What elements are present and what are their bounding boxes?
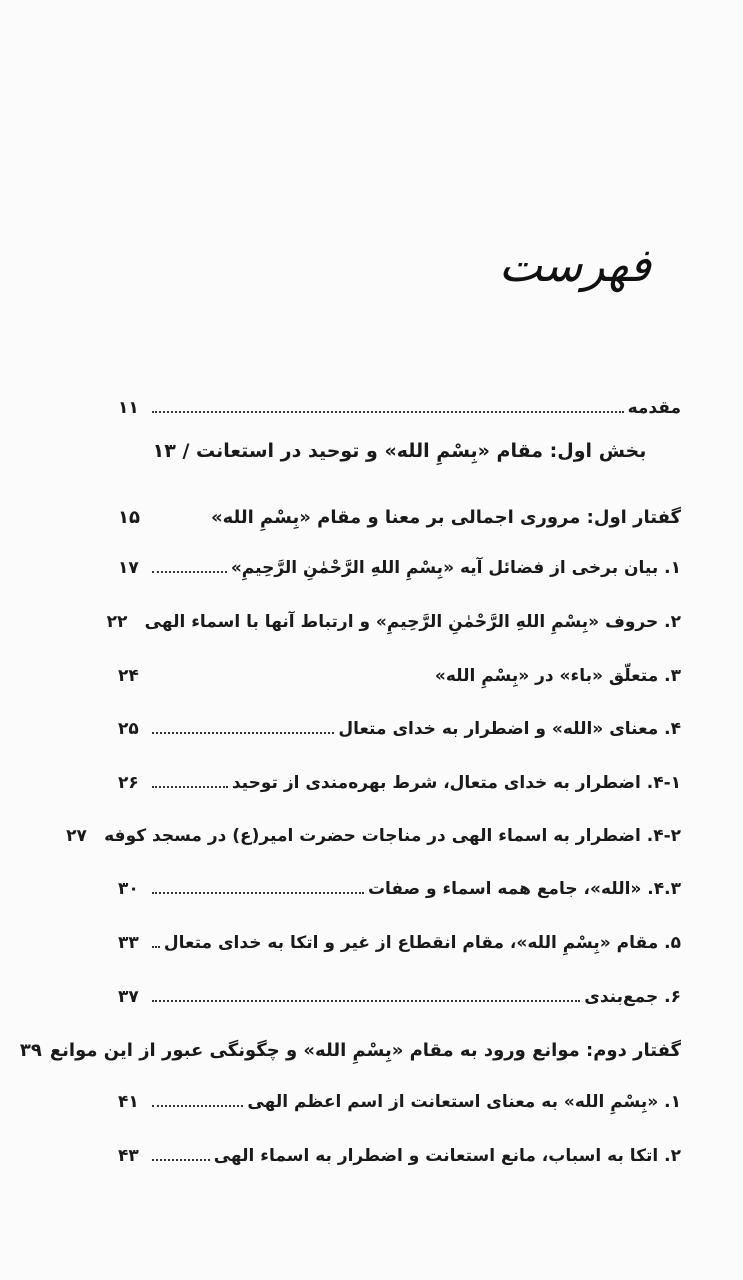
toc-entry[interactable] xyxy=(118,1082,681,1122)
dot-leader xyxy=(152,411,624,413)
toc-entry-title: ۳. متعلّق «باء» در «بِسْمِ الله» xyxy=(434,666,681,686)
toc-page-number: ۳۷ xyxy=(118,987,139,1007)
toc-entry-intro[interactable] xyxy=(118,388,681,428)
dot-leader xyxy=(152,571,227,573)
dot-leader xyxy=(152,1000,580,1002)
toc-entry[interactable] xyxy=(118,709,681,749)
toc-entry[interactable] xyxy=(118,656,681,696)
toc-chapter-title: گفتار دوم: موانع ورود به مقام «بِسْمِ الله» و چگونگی عبور از این موانع xyxy=(49,1039,681,1061)
toc-entry[interactable] xyxy=(118,1136,681,1176)
toc-entry-title: ۴.۳. «الله»، جامع همه اسماء و صفات xyxy=(367,879,681,899)
dot-leader xyxy=(152,732,334,734)
toc-entry[interactable] xyxy=(106,602,681,642)
toc-page-number: ۱۵ xyxy=(118,506,140,528)
dot-leader xyxy=(152,946,160,948)
toc-entry[interactable] xyxy=(118,869,681,909)
toc-page-number: ۳۳ xyxy=(118,933,139,953)
dot-leader xyxy=(152,1105,243,1107)
toc-entry[interactable] xyxy=(118,923,681,963)
toc-page-number: ۳۹ xyxy=(19,1039,42,1061)
toc-page-number: ۴۱ xyxy=(118,1092,139,1112)
toc-page-number: ۱۱ xyxy=(118,398,139,418)
toc-entry[interactable] xyxy=(118,548,681,588)
toc-page-number: ۴۳ xyxy=(118,1146,139,1166)
toc-entry-title: ۴. معنای «الله» و اضطرار به خدای متعال xyxy=(338,719,681,739)
dot-leader xyxy=(152,892,364,894)
dot-leader xyxy=(152,679,431,681)
toc-entry[interactable] xyxy=(66,816,681,856)
toc-page-number: ۲۲ xyxy=(106,612,128,632)
toc-chapter-title: گفتار اول: مروری اجمالی بر معنا و مقام «بِسْمِ الله» xyxy=(210,506,681,528)
toc-entry[interactable] xyxy=(118,763,681,803)
toc-entry-title: ۲. اتکا به اسباب، مانع استعانت و اضطرار به اسماء الهی xyxy=(213,1146,681,1166)
toc-entry-title: ۵. مقام «بِسْمِ الله»، مقام انقطاع از غیر و اتکا به خدای متعال xyxy=(163,933,681,953)
toc-page-number: ۲۴ xyxy=(118,666,139,686)
toc-entry-title: ۱. «بِسْمِ الله» به معنای استعانت از اسم اعظم الهی xyxy=(247,1092,681,1112)
toc-entry[interactable] xyxy=(118,977,681,1017)
toc-entry-title: ۲. حروف «بِسْمِ اللهِ الرَّحْمٰنِ الرَّحِيمِ» و ارتباط آنها با اسماء الهی xyxy=(144,612,681,632)
toc-page-number: ۲۷ xyxy=(66,826,87,846)
dot-leader xyxy=(152,1159,210,1161)
dot-leader xyxy=(152,786,228,788)
toc-entry-title: ۶. جمع‌بندی xyxy=(584,987,681,1007)
toc-page-number: ۲۶ xyxy=(118,773,139,793)
toc-entry-title: ۴-۲. اضطرار به اسماء الهی در مناجات حضرت امیر(ع) در مسجد کوفه xyxy=(104,826,681,846)
page-title: فهرست xyxy=(498,238,651,292)
toc-entry-title: ۱. بیان برخی از فضائل آیه «بِسْمِ اللهِ الرَّحْمٰنِ الرَّحِيمِ» xyxy=(230,558,681,578)
toc-entry-title: مقدمه xyxy=(627,398,681,418)
toc-page-number: ۱۷ xyxy=(118,558,139,578)
toc-page-number: ۳۰ xyxy=(118,879,139,899)
part-heading: بخش اول: مقام «بِسْمِ الله» و توحید در استعانت / ۱۳ xyxy=(152,440,647,462)
toc-chapter-1[interactable] xyxy=(118,497,681,537)
toc-chapter-2[interactable] xyxy=(19,1030,681,1070)
toc-entry-title: ۴-۱. اضطرار به خدای متعال، شرط بهره‌مندی از توحید xyxy=(231,773,681,793)
toc-page-number: ۲۵ xyxy=(118,719,139,739)
